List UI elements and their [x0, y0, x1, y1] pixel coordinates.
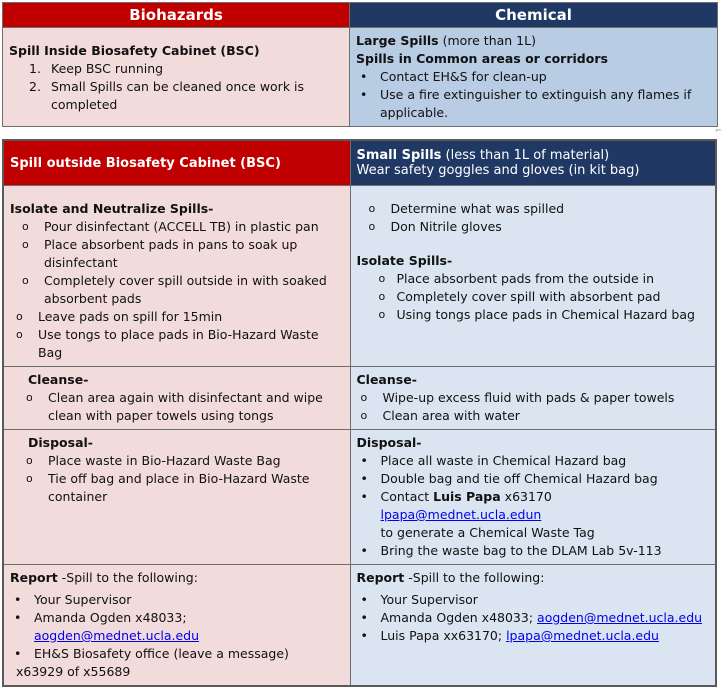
list-item: o Clean area with water — [360, 408, 520, 423]
isolate-neutralize-cell — [3, 186, 350, 367]
list-item: • Amanda Ogden x48033; aogden@mednet.ucla.edu — [360, 610, 703, 625]
chem-cleanse-cell — [350, 367, 716, 430]
bsc-inside-title: Spill Inside Biosafety Cabinet (BSC) — [9, 43, 260, 58]
list-item: • Your Supervisor — [360, 592, 478, 607]
small-spills-header: Small Spills (less than 1L of material) Wear safety goggles and gloves (in kit bag) — [350, 140, 716, 186]
preparation-list — [357, 200, 710, 236]
isolate-spills-title: Isolate Spills- — [356, 253, 453, 268]
list-item: • Bring the waste bag to the DLAM Lab 5v-113 — [360, 543, 662, 558]
bio-disposal-title: Disposal- — [28, 435, 93, 450]
amanda-ogden-email-link[interactable]: aogden@mednet.ucla.edu — [537, 610, 703, 625]
isolate-spills-list — [357, 270, 710, 324]
common-areas-title: Spills in Common areas or corridors — [356, 51, 608, 66]
list-item: o Determine what was spilled — [368, 201, 565, 216]
chem-disposal-cell — [350, 430, 716, 565]
bsc-large-spills-table — [2, 2, 718, 127]
bio-cleanse-title: Cleanse- — [28, 372, 89, 387]
luis-papa-email-link[interactable]: lpapa@mednet.ucla.edun — [380, 507, 542, 522]
list-item: 1. Keep BSC running — [29, 61, 164, 76]
list-item: • Place all waste in Chemical Hazard bag — [360, 453, 627, 468]
isolate-neutralize-list-2 — [4, 308, 344, 362]
bio-report-cell — [3, 565, 350, 687]
chem-cleanse-list — [349, 389, 710, 425]
bsc-inside-cell — [3, 28, 350, 127]
bio-cleanse-list — [14, 389, 344, 425]
spill-outside-bsc-header: Spill outside Biosafety Cabinet (BSC) — [3, 140, 350, 186]
list-item: o Using tongs place pads in Chemical Hazard bag — [378, 307, 695, 322]
bio-disposal-list — [14, 452, 344, 506]
large-spills-line: Large Spills (more than 1L) — [356, 33, 536, 48]
luis-papa-report-email-link[interactable]: lpapa@mednet.ucla.edu — [506, 628, 659, 643]
ehs-extension: x63929 of x55689 — [16, 664, 131, 679]
isolate-spills-cell — [350, 186, 716, 367]
list-item: o Use tongs to place pads in Bio-Hazard Waste Bag — [16, 327, 319, 360]
list-item: • Use a fire extinguisher to extinguish any flames if applicable. — [360, 87, 692, 120]
list-item: • Your Supervisor — [14, 592, 132, 607]
list-item: • Luis Papa xx63170; lpapa@mednet.ucla.edu — [360, 628, 659, 643]
list-item: o Completely cover spill outside in with soaked absorbent pads — [22, 273, 327, 306]
chem-report-cell — [350, 565, 716, 687]
list-item: o Pour disinfectant (ACCELL TB) in plastic pan — [22, 219, 319, 234]
list-item: • Contact EH&S for clean-up — [360, 69, 547, 84]
bsc-inside-list — [9, 60, 343, 114]
bio-disposal-cell — [3, 430, 350, 565]
large-spills-cell — [350, 28, 718, 127]
chem-cleanse-title: Cleanse- — [356, 372, 417, 387]
list-item: o Clean area again with disinfectant and wipe clean with paper towels using tongs — [26, 390, 323, 423]
isolate-neutralize-list — [10, 218, 344, 308]
large-spills-list — [356, 68, 711, 122]
list-item: o Don Nitrile gloves — [368, 219, 502, 234]
list-item: 2. Small Spills can be cleaned once work is completed — [29, 79, 305, 112]
bio-report-list — [10, 591, 344, 663]
biohazards-header: Biohazards — [3, 3, 350, 28]
chem-disposal-title: Disposal- — [356, 435, 422, 450]
chem-report-title: Report -Spill to the following: — [356, 570, 545, 585]
bio-cleanse-cell — [3, 367, 350, 430]
list-item: • Double bag and tie off Chemical Hazard bag — [360, 471, 658, 486]
list-item: o Tie off bag and place in Bio-Hazard Waste container — [26, 471, 310, 504]
outside-small-spills-table — [2, 139, 717, 687]
list-item: o Place absorbent pads from the outside in — [378, 271, 655, 286]
amanda-ogden-email-link[interactable]: aogden@mednet.ucla.edu — [34, 628, 200, 643]
list-item: • EH&S Biosafety office (leave a message) — [14, 646, 289, 661]
list-item: o Place waste in Bio-Hazard Waste Bag — [26, 453, 281, 468]
chem-report-list — [357, 591, 710, 645]
list-item: o Leave pads on spill for 15min — [16, 309, 223, 324]
list-item: o Completely cover spill with absorbent pad — [378, 289, 661, 304]
chemical-header: Chemical — [350, 3, 718, 28]
list-item: o Wipe-up excess fluid with pads & paper towels — [360, 390, 675, 405]
list-item: o Place absorbent pads in pans to soak up disinfectant — [22, 237, 298, 270]
isolate-neutralize-title: Isolate and Neutralize Spills- — [10, 201, 214, 216]
edge-mark: ⌐ — [715, 126, 722, 135]
list-item: • Amanda Ogden x48033; aogden@mednet.ucla.edu — [14, 610, 200, 643]
chem-disposal-list — [357, 452, 710, 560]
list-item: • Contact Luis Papa x63170 lpapa@mednet.ucla.edun to generate a Chemical Waste Tag — [360, 489, 595, 540]
bio-report-title: Report -Spill to the following: — [10, 570, 198, 585]
